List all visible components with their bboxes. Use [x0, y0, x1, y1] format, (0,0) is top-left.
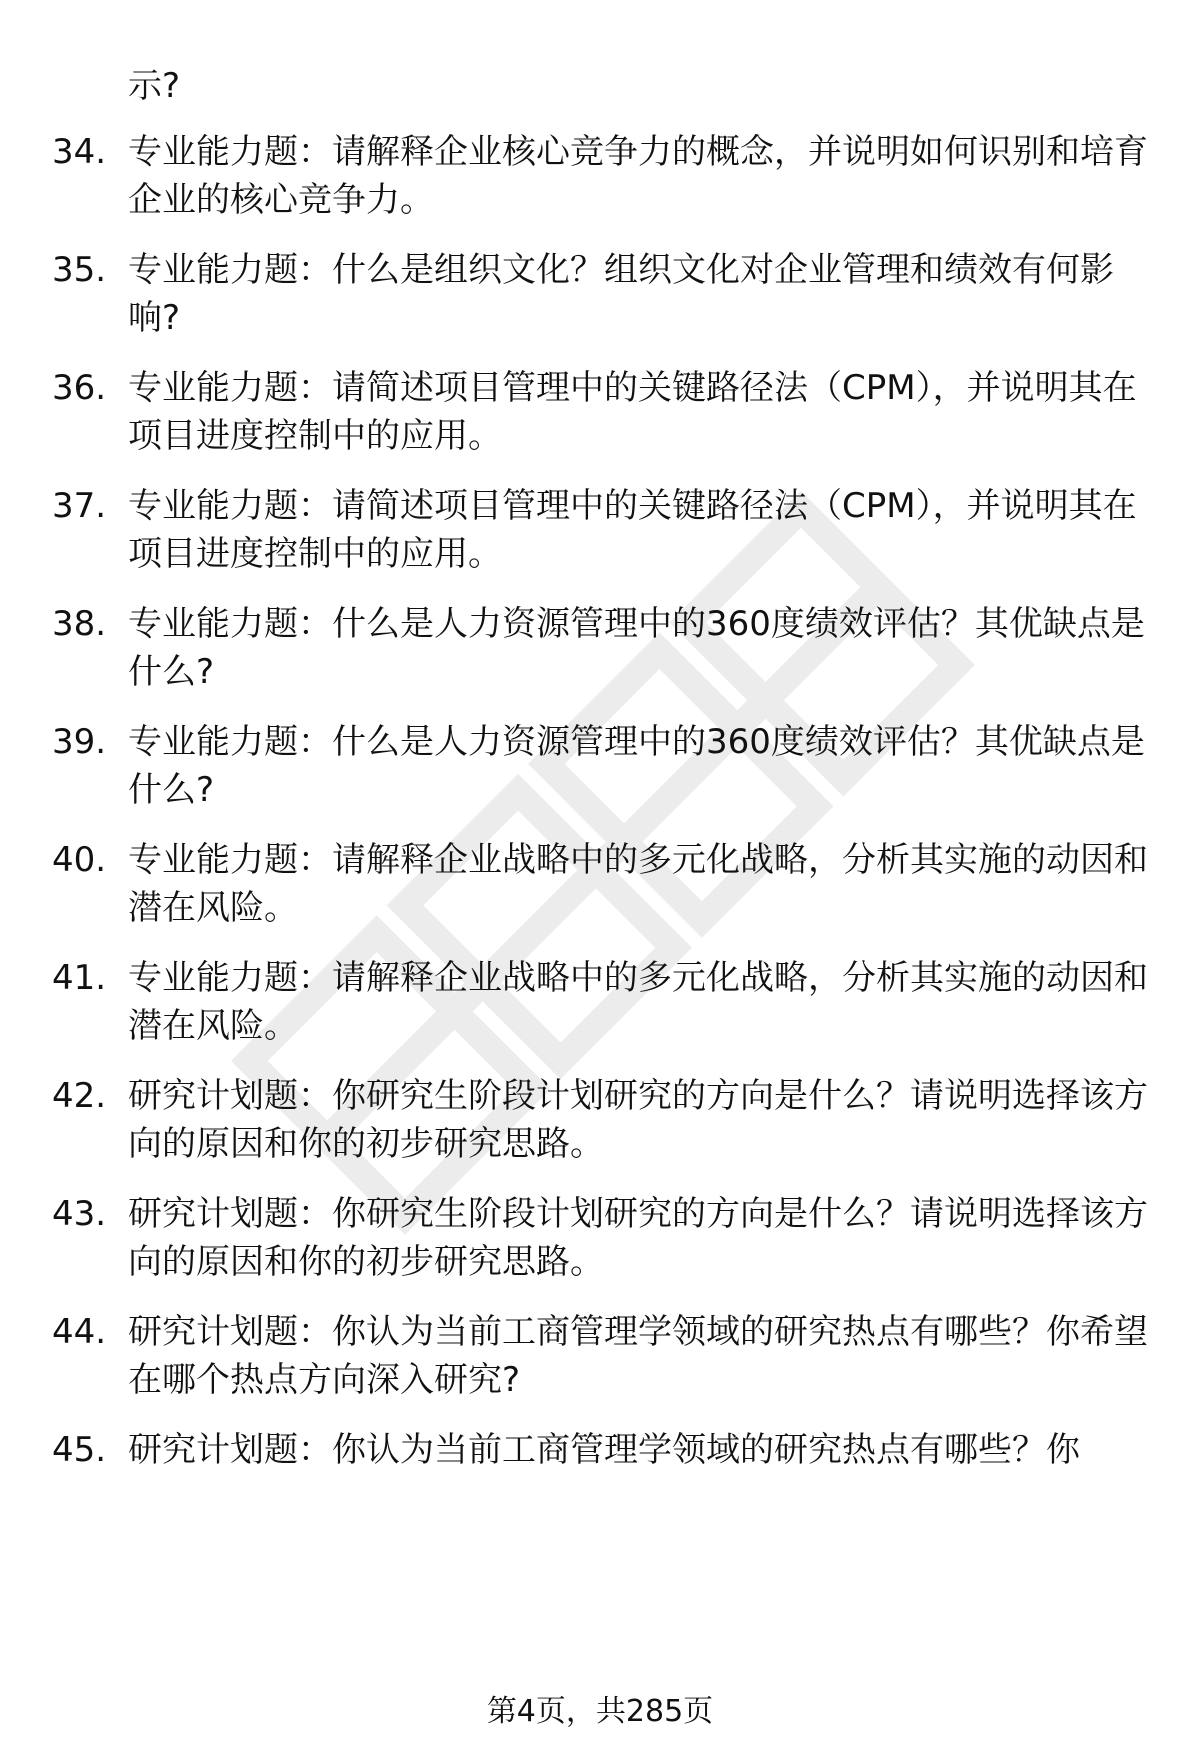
question-number: 45. [52, 1430, 107, 1470]
question-item [52, 482, 1152, 578]
page-footer: 第4页，共285页 [486, 1694, 714, 1729]
question-text: 专业能力题：什么是人力资源管理中的360度绩效评估？其优缺点是什么? [128, 604, 1145, 692]
question-text: 研究计划题：你研究生阶段计划研究的方向是什么？请说明选择该方向的原因和你的初步研究思路。 [128, 1194, 1148, 1282]
question-number: 42. [52, 1076, 107, 1116]
question-item [52, 128, 1152, 224]
question-item [52, 246, 1152, 342]
continuation-text: 示? [128, 66, 181, 106]
question-item [52, 600, 1152, 696]
question-text: 专业能力题：请简述项目管理中的关键路径法（CPM），并说明其在项目进度控制中的应用。 [128, 368, 1137, 456]
question-number: 40. [52, 840, 107, 880]
question-item [52, 1426, 1152, 1474]
question-item [52, 1308, 1152, 1404]
question-number: 35. [52, 250, 107, 290]
question-text: 研究计划题：你研究生阶段计划研究的方向是什么？请说明选择该方向的原因和你的初步研究思路。 [128, 1076, 1148, 1164]
question-number: 44. [52, 1312, 107, 1352]
question-item [52, 836, 1152, 932]
question-text: 专业能力题：请解释企业战略中的多元化战略，分析其实施的动因和潜在风险。 [128, 840, 1148, 928]
question-text: 研究计划题：你认为当前工商管理学领域的研究热点有哪些？你 [128, 1430, 1080, 1470]
question-number: 39. [52, 722, 107, 762]
question-text: 专业能力题：请解释企业核心竞争力的概念，并说明如何识别和培育企业的核心竞争力。 [128, 132, 1148, 220]
question-item [52, 718, 1152, 814]
question-text: 专业能力题：请简述项目管理中的关键路径法（CPM），并说明其在项目进度控制中的应用。 [128, 486, 1137, 574]
question-item [52, 1190, 1152, 1286]
question-number: 34. [52, 132, 107, 172]
question-item [52, 364, 1152, 460]
question-number: 38. [52, 604, 107, 644]
question-number: 43. [52, 1194, 107, 1234]
question-text: 专业能力题：请解释企业战略中的多元化战略，分析其实施的动因和潜在风险。 [128, 958, 1148, 1046]
question-number: 36. [52, 368, 107, 408]
question-number: 41. [52, 958, 107, 998]
question-item [52, 954, 1152, 1050]
question-text: 研究计划题：你认为当前工商管理学领域的研究热点有哪些？你希望在哪个热点方向深入研究? [128, 1312, 1148, 1400]
question-text: 专业能力题：什么是组织文化？组织文化对企业管理和绩效有何影响? [128, 250, 1114, 338]
question-item [52, 1072, 1152, 1168]
question-text: 专业能力题：什么是人力资源管理中的360度绩效评估？其优缺点是什么? [128, 722, 1145, 810]
question-number: 37. [52, 486, 107, 526]
